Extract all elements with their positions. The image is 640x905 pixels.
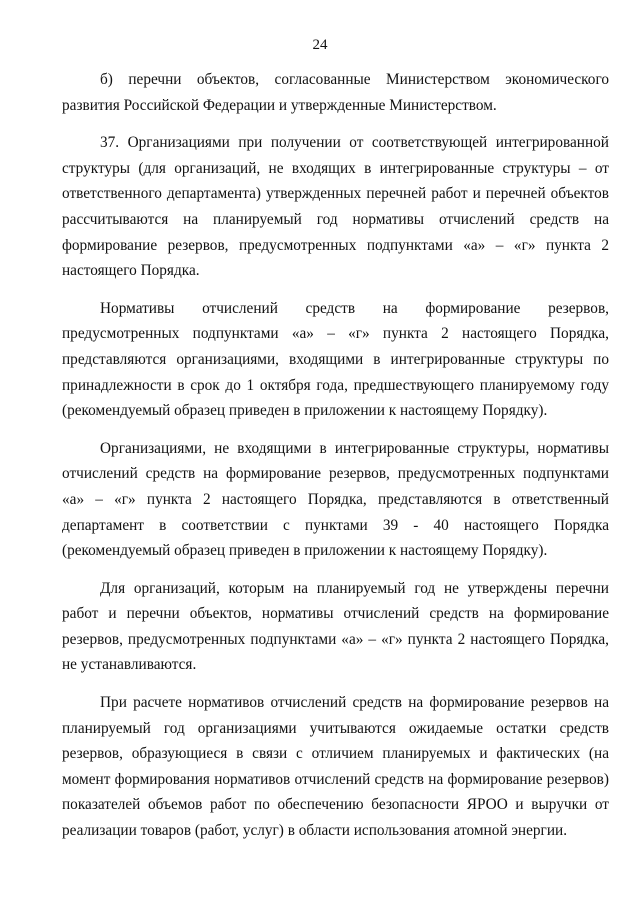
paragraph-integrated-structures: Нормативы отчислений средств на формирование резервов, предусмотренных подпунктами «а» – «г» пункта 2 настоящего Порядка, представляются организациями, входящими в интегрированные структуры по принадлежности в срок до 1 октября года, предшествующего планируемому году (рекомендуемый образец приведен в приложении к настоящему Порядку). xyxy=(62,299,609,420)
document-body xyxy=(62,67,609,844)
paragraph-clause-37: 37. Организациями при получении от соответствующей интегрированной структуры (для организаций, не входящих в интегрированные структуры – от ответственного департамента) утвержденных перечней работ и перечней объектов рассчитываются на планируемый год нормативы отчислений средств на формирование резервов, предусмотренных подпунктами «а» – «г» пункта 2 настоящего Порядка. xyxy=(62,134,609,280)
page-number: 24 xyxy=(312,37,328,53)
paragraph-no-approved-lists: Для организаций, которым на планируемый год не утверждены перечни работ и перечни объектов, нормативы отчислений средств на формирование резервов, предусмотренных подпунктами «а» – «г» пункта 2 настоящего Порядка, не устанавливаются. xyxy=(62,579,609,674)
paragraph-calculation-remarks: При расчете нормативов отчислений средств на формирование резервов на планируемый год организациями учитываются ожидаемые остатки средств резервов, образующиеся в связи с отличием планируемых и фактических (на момент формирования нормативов отчислений средств на формирование резервов) показателей объемов работ по обеспечению безопасности ЯРОО и выручки от реализации товаров (работ, услуг) в области использования атомной энергии. xyxy=(62,694,609,840)
paragraph-list-item-b: б) перечни объектов, согласованные Министерством экономического развития Российской Федерации и утвержденные Министерством. xyxy=(62,71,609,114)
paragraph-non-integrated-organizations: Организациями, не входящими в интегрированные структуры, нормативы отчислений средств на формирование резервов, предусмотренных подпунктами «а» – «г» пункта 2 настоящего Порядка, представляются в ответственный департамент в соответствии с пунктами 39 - 40 настоящего Порядка (рекомендуемый образец приведен в приложении к настоящему Порядку). xyxy=(62,439,609,560)
